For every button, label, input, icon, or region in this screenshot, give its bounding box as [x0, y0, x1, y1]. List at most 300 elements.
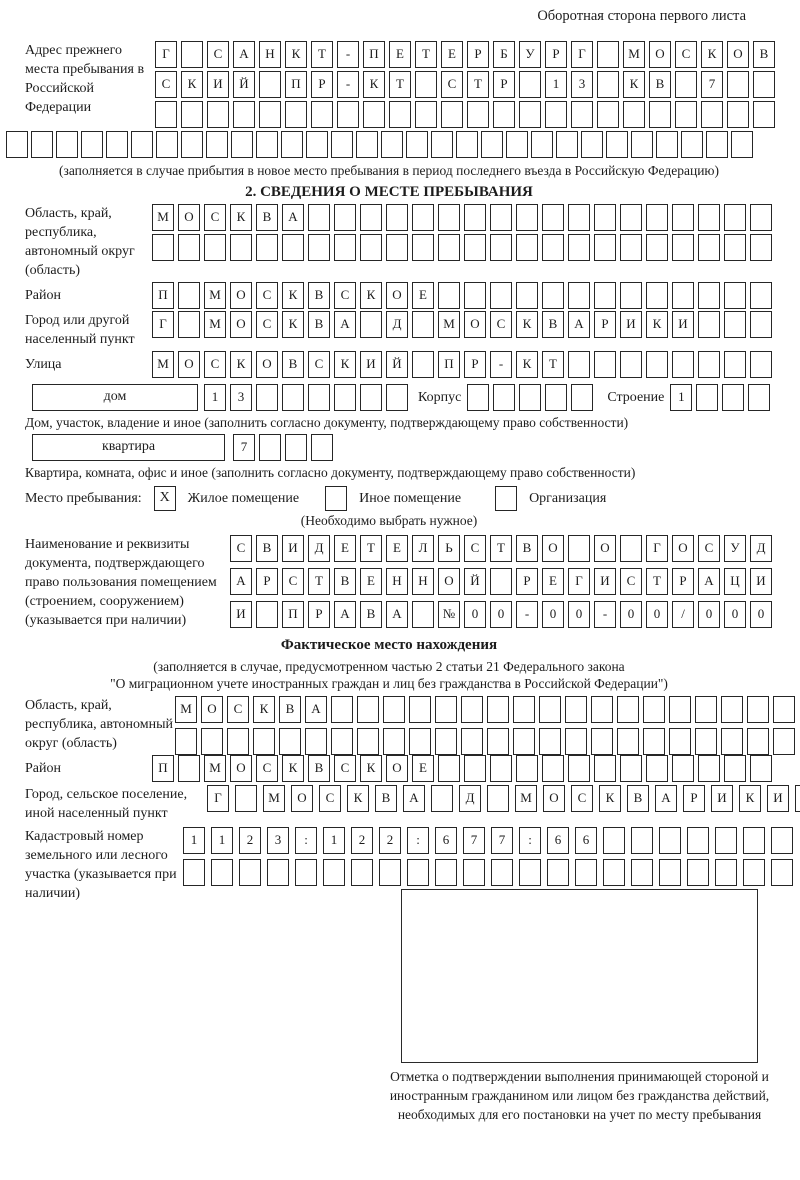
- char-box: [178, 311, 200, 338]
- char-box: [606, 131, 628, 158]
- char-box: В: [334, 568, 356, 595]
- char-box: С: [464, 535, 486, 562]
- char-box: [281, 131, 303, 158]
- char-box: [731, 131, 753, 158]
- char-box: [597, 41, 619, 68]
- char-box: [211, 859, 233, 886]
- char-box: С: [227, 696, 249, 723]
- char-box: [519, 101, 541, 128]
- char-box: [698, 755, 720, 782]
- char-box: В: [279, 696, 301, 723]
- region-row: [6, 204, 772, 280]
- char-box: [547, 859, 569, 886]
- char-box: 6: [435, 827, 457, 854]
- char-box: [360, 384, 382, 411]
- char-box: [282, 384, 304, 411]
- char-box: [646, 204, 668, 231]
- confirmation-stamp-area: [387, 889, 772, 1124]
- actual-city-label: Город, сельское поселение, иной населенный пункт: [25, 787, 188, 821]
- char-box: [490, 204, 512, 231]
- char-box: Е: [412, 282, 434, 309]
- section2-title: 2. СВЕДЕНИЯ О МЕСТЕ ПРЕБЫВАНИЯ: [245, 184, 533, 200]
- char-box: [773, 728, 795, 755]
- char-box: [568, 755, 590, 782]
- char-box: 0: [750, 601, 772, 628]
- char-box: [542, 755, 564, 782]
- char-box: [698, 234, 720, 261]
- char-box: А: [334, 311, 356, 338]
- char-box: Т: [311, 41, 333, 68]
- char-box: [386, 204, 408, 231]
- actual-location-note-1: (заполняется в случае, предусмотренном частью 2 статьи 21 Федерального закона: [153, 659, 625, 674]
- char-box: И: [594, 568, 616, 595]
- char-box: [467, 384, 489, 411]
- char-box: С: [698, 535, 720, 562]
- char-box: Р: [516, 568, 538, 595]
- char-box: Е: [334, 535, 356, 562]
- char-box: [669, 696, 691, 723]
- char-box: К: [282, 282, 304, 309]
- char-box: [204, 234, 226, 261]
- char-box: [656, 131, 678, 158]
- char-box: В: [308, 282, 330, 309]
- char-box: [727, 101, 749, 128]
- char-box: [464, 755, 486, 782]
- char-box: А: [233, 41, 255, 68]
- right-document-grid: [230, 535, 772, 628]
- char-box: [672, 234, 694, 261]
- char-box: И: [767, 785, 789, 812]
- char-box: 1: [323, 827, 345, 854]
- char-box: :: [519, 827, 541, 854]
- char-box: [687, 859, 709, 886]
- stay-type-checkbox-other: [325, 486, 347, 511]
- confirmation-caption: Отметка о подтверждении выполнения принимающей стороной и иностранным гражданином или лицом без гражданства действий, необходимых для его постановки на учет по месту пребывания: [389, 1069, 770, 1122]
- char-box: [727, 71, 749, 98]
- char-box: М: [204, 311, 226, 338]
- char-box: [360, 311, 382, 338]
- char-box: [672, 755, 694, 782]
- char-box: [722, 384, 744, 411]
- char-box: М: [152, 204, 174, 231]
- char-box: А: [282, 204, 304, 231]
- char-box: М: [623, 41, 645, 68]
- char-box: [285, 434, 307, 461]
- char-box: П: [152, 755, 174, 782]
- street-row: [6, 351, 772, 378]
- char-box: [516, 204, 538, 231]
- city-grid: [152, 311, 772, 338]
- char-box: [406, 131, 428, 158]
- char-box: [591, 728, 613, 755]
- char-box: О: [542, 535, 564, 562]
- char-box: [178, 282, 200, 309]
- char-box: Г: [568, 568, 590, 595]
- char-box: Р: [683, 785, 705, 812]
- char-box: А: [698, 568, 720, 595]
- char-box: С: [334, 282, 356, 309]
- region-row-2: [152, 234, 772, 261]
- char-box: [649, 101, 671, 128]
- char-box: [227, 728, 249, 755]
- char-box: [357, 696, 379, 723]
- char-box: [356, 131, 378, 158]
- char-box: С: [571, 785, 593, 812]
- char-box: [308, 204, 330, 231]
- region-grid: [152, 204, 772, 261]
- char-box: [721, 728, 743, 755]
- char-box: И: [711, 785, 733, 812]
- prev-address-row-3: [155, 101, 775, 128]
- char-box: [701, 101, 723, 128]
- char-box: [672, 282, 694, 309]
- actual-district-grid: [152, 755, 772, 782]
- char-box: К: [516, 351, 538, 378]
- char-box: С: [207, 41, 229, 68]
- char-box: К: [285, 41, 307, 68]
- char-box: [698, 351, 720, 378]
- char-box: Р: [672, 568, 694, 595]
- apartment-box: квартира: [32, 434, 225, 461]
- char-box: [389, 101, 411, 128]
- char-box: [531, 131, 553, 158]
- prev-address-block: [6, 41, 772, 128]
- char-box: [539, 728, 561, 755]
- char-box: [493, 101, 515, 128]
- apartment-note: Квартира, комната, офис и иное (заполнить согласно документу, подтверждающему право собственности): [25, 465, 636, 480]
- char-box: Г: [646, 535, 668, 562]
- char-box: Й: [233, 71, 255, 98]
- char-box: О: [230, 755, 252, 782]
- char-box: [659, 859, 681, 886]
- char-box: К: [646, 311, 668, 338]
- right-document-row: [6, 535, 772, 630]
- char-box: [519, 384, 541, 411]
- char-box: [724, 204, 746, 231]
- char-box: Р: [493, 71, 515, 98]
- char-box: 1: [204, 384, 226, 411]
- char-box: М: [204, 282, 226, 309]
- char-box: [267, 859, 289, 886]
- char-box: 3: [230, 384, 252, 411]
- char-box: [308, 384, 330, 411]
- char-box: [256, 234, 278, 261]
- char-box: 0: [464, 601, 486, 628]
- char-box: [308, 234, 330, 261]
- char-box: [311, 101, 333, 128]
- char-box: [631, 131, 653, 158]
- char-box: [412, 311, 434, 338]
- char-box: А: [568, 311, 590, 338]
- char-box: [750, 234, 772, 261]
- char-box: [695, 728, 717, 755]
- char-box: Г: [152, 311, 174, 338]
- char-box: [646, 755, 668, 782]
- char-box: О: [386, 282, 408, 309]
- char-box: [357, 728, 379, 755]
- char-box: В: [256, 204, 278, 231]
- char-box: Д: [386, 311, 408, 338]
- char-box: В: [282, 351, 304, 378]
- char-box: [571, 384, 593, 411]
- char-box: -: [337, 41, 359, 68]
- char-box: [545, 101, 567, 128]
- char-box: С: [204, 204, 226, 231]
- char-box: 2: [239, 827, 261, 854]
- char-box: У: [724, 535, 746, 562]
- char-box: 2: [351, 827, 373, 854]
- char-box: [464, 234, 486, 261]
- char-box: [519, 71, 541, 98]
- char-box: -: [337, 71, 359, 98]
- char-box: К: [363, 71, 385, 98]
- actual-city-row: [6, 785, 783, 823]
- prev-address-row-1: [155, 41, 775, 68]
- char-box: С: [490, 311, 512, 338]
- char-box: [516, 755, 538, 782]
- char-box: [256, 131, 278, 158]
- char-box: [383, 696, 405, 723]
- stay-type-option-residential: Жилое помещение: [187, 491, 300, 506]
- char-box: В: [360, 601, 382, 628]
- char-box: [412, 601, 434, 628]
- right-document-row-1: [230, 535, 772, 562]
- char-box: К: [253, 696, 275, 723]
- char-box: [331, 131, 353, 158]
- char-box: [669, 728, 691, 755]
- char-box: [256, 601, 278, 628]
- char-box: [724, 282, 746, 309]
- char-box: [698, 204, 720, 231]
- region-row-1: [152, 204, 772, 231]
- char-box: П: [285, 71, 307, 98]
- char-box: 0: [724, 601, 746, 628]
- char-box: [617, 696, 639, 723]
- char-box: [646, 351, 668, 378]
- char-box: К: [623, 71, 645, 98]
- char-box: В: [308, 755, 330, 782]
- char-box: [183, 859, 205, 886]
- char-box: [239, 859, 261, 886]
- char-box: А: [655, 785, 677, 812]
- char-box: Г: [207, 785, 229, 812]
- char-box: [331, 728, 353, 755]
- right-document-label: Наименование и реквизиты документа, подтверждающего право пользования помещением (строением, сооружением) (указывается при наличии): [25, 537, 217, 628]
- prev-address-row-2: [155, 71, 775, 98]
- char-box: К: [230, 204, 252, 231]
- char-box: [506, 131, 528, 158]
- char-box: [481, 131, 503, 158]
- char-box: [643, 696, 665, 723]
- char-box: Р: [464, 351, 486, 378]
- char-box: [178, 234, 200, 261]
- char-box: Ц: [724, 568, 746, 595]
- stroenie-label: Строение: [607, 390, 665, 405]
- char-box: [513, 728, 535, 755]
- char-box: [467, 101, 489, 128]
- char-box: [337, 101, 359, 128]
- korpus-label: Корпус: [418, 390, 462, 405]
- char-box: [360, 204, 382, 231]
- char-box: О: [201, 696, 223, 723]
- char-box: И: [230, 601, 252, 628]
- char-box: [675, 101, 697, 128]
- char-box: [623, 101, 645, 128]
- char-box: [305, 728, 327, 755]
- char-box: М: [175, 696, 197, 723]
- char-box: [724, 755, 746, 782]
- char-box: О: [543, 785, 565, 812]
- char-box: К: [334, 351, 356, 378]
- char-box: И: [360, 351, 382, 378]
- char-box: О: [727, 41, 749, 68]
- char-box: Т: [646, 568, 668, 595]
- char-box: [152, 234, 174, 261]
- actual-location-title: Фактическое место нахождения: [280, 637, 498, 653]
- char-box: 6: [575, 827, 597, 854]
- char-box: С: [441, 71, 463, 98]
- char-box: [591, 696, 613, 723]
- char-box: [106, 131, 128, 158]
- char-box: К: [181, 71, 203, 98]
- char-box: [407, 859, 429, 886]
- char-box: В: [516, 535, 538, 562]
- char-box: С: [230, 535, 252, 562]
- char-box: [568, 351, 590, 378]
- char-box: [672, 204, 694, 231]
- char-box: М: [204, 755, 226, 782]
- char-box: М: [263, 785, 285, 812]
- char-box: [323, 859, 345, 886]
- char-box: [490, 568, 512, 595]
- char-box: О: [291, 785, 313, 812]
- stay-type-option-other: Иное помещение: [359, 491, 462, 506]
- char-box: В: [649, 71, 671, 98]
- stay-type-label: Место пребывания:: [25, 491, 142, 506]
- char-box: [603, 827, 625, 854]
- char-box: [383, 728, 405, 755]
- char-box: [750, 351, 772, 378]
- char-box: 0: [542, 601, 564, 628]
- char-box: С: [256, 755, 278, 782]
- char-box: С: [204, 351, 226, 378]
- char-box: В: [375, 785, 397, 812]
- char-box: [386, 384, 408, 411]
- char-box: И: [620, 311, 642, 338]
- char-box: 7: [233, 434, 255, 461]
- char-box: 0: [698, 601, 720, 628]
- char-box: [675, 71, 697, 98]
- stay-type-option-organization: Организация: [529, 491, 607, 506]
- char-box: 2: [379, 827, 401, 854]
- char-box: [206, 131, 228, 158]
- char-box: О: [386, 755, 408, 782]
- char-box: Т: [467, 71, 489, 98]
- char-box: [131, 131, 153, 158]
- char-box: В: [627, 785, 649, 812]
- char-box: [461, 728, 483, 755]
- char-box: [743, 827, 765, 854]
- char-box: [386, 234, 408, 261]
- char-box: О: [672, 535, 694, 562]
- char-box: Т: [308, 568, 330, 595]
- char-box: А: [305, 696, 327, 723]
- char-box: [431, 131, 453, 158]
- char-box: [771, 859, 793, 886]
- char-box: Р: [308, 601, 330, 628]
- char-box: [463, 859, 485, 886]
- char-box: Н: [259, 41, 281, 68]
- char-box: [575, 859, 597, 886]
- char-box: [594, 755, 616, 782]
- char-box: [568, 234, 590, 261]
- char-box: [282, 234, 304, 261]
- char-box: [620, 282, 642, 309]
- char-box: С: [620, 568, 642, 595]
- char-box: /: [672, 601, 694, 628]
- char-box: [696, 384, 718, 411]
- char-box: [771, 827, 793, 854]
- char-box: [487, 785, 509, 812]
- char-box: [747, 728, 769, 755]
- char-box: [753, 101, 775, 128]
- char-box: [334, 234, 356, 261]
- char-box: [750, 311, 772, 338]
- char-box: М: [515, 785, 537, 812]
- char-box: [490, 234, 512, 261]
- char-box: -: [516, 601, 538, 628]
- char-box: О: [230, 311, 252, 338]
- char-box: [646, 282, 668, 309]
- char-box: С: [256, 282, 278, 309]
- char-box: 6: [547, 827, 569, 854]
- char-box: №: [438, 601, 460, 628]
- char-box: [519, 859, 541, 886]
- char-box: К: [739, 785, 761, 812]
- char-box: 7: [491, 827, 513, 854]
- char-box: С: [334, 755, 356, 782]
- char-box: [306, 131, 328, 158]
- char-box: А: [230, 568, 252, 595]
- char-box: В: [308, 311, 330, 338]
- char-box: [409, 696, 431, 723]
- apartment-row: [6, 434, 772, 461]
- char-box: [565, 728, 587, 755]
- cadastral-row-2: [183, 859, 793, 886]
- char-box: [715, 827, 737, 854]
- char-box: [156, 131, 178, 158]
- char-box: С: [155, 71, 177, 98]
- char-box: [672, 351, 694, 378]
- char-box: [412, 351, 434, 378]
- char-box: С: [282, 568, 304, 595]
- char-box: [487, 696, 509, 723]
- char-box: [334, 204, 356, 231]
- char-box: В: [542, 311, 564, 338]
- char-box: 7: [701, 71, 723, 98]
- char-box: [542, 204, 564, 231]
- char-box: [181, 131, 203, 158]
- char-box: Е: [360, 568, 382, 595]
- district-label: Район: [25, 288, 61, 303]
- char-box: [201, 728, 223, 755]
- char-box: [233, 101, 255, 128]
- char-box: [620, 351, 642, 378]
- char-box: [646, 234, 668, 261]
- prev-address-label: Адрес прежнего места пребывания в Российской Федерации: [25, 43, 145, 115]
- char-box: [493, 384, 515, 411]
- char-box: П: [282, 601, 304, 628]
